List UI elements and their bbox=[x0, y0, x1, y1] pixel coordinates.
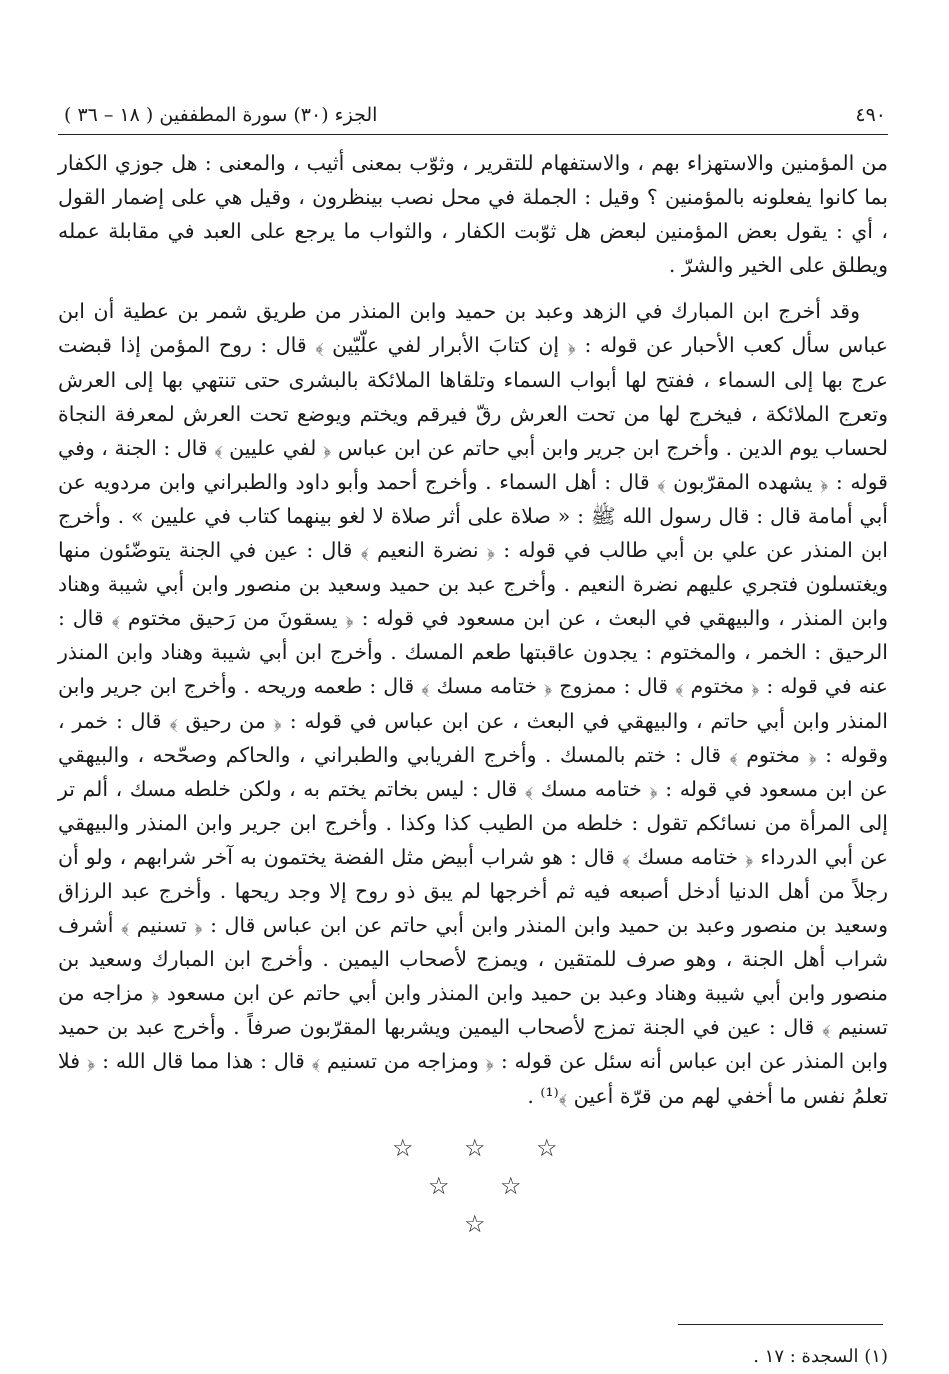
page-header bbox=[58, 96, 888, 135]
paragraph-gap bbox=[58, 282, 888, 294]
paragraph: وقد أخرج ابن المبارك في الزهد وعبد بن حميد وابن المنذر من طريق شمر بن عطية أن ابن عباس سأل كعب الأحبار عن قوله : ﴿ إن كتابَ الأبرار لفي علّيّين ﴾ قال : روح المؤمن إذا قبضت عرج بها إلى السماء ، ففتح لها أبواب السماء وتلقاها الملائكة بالبشرى حتى تنتهي بها إلى العرش وتعرج الملائكة ، فيخرج لها من تحت العرش رقّ فيرقم ويختم ويوضع تحت العرش لمعرفة النجاة لحساب يوم الدين . وأخرج ابن جرير وابن أبي حاتم عن ابن عباس ﴿ لفي عليين ﴾ قال : الجنة ، وفي قوله : ﴿ يشهده المقرّبون ﴾ قال : أهل السماء . وأخرج أحمد وأبو داود والطبراني وابن مردويه عن أبي أمامة قال : قال رسول الله ﷺ : « صلاة على أثر صلاة لا لغو بينهما كتاب في عليين » . وأخرج ابن المنذر عن علي بن أبي طالب في قوله : ﴿ نضرة النعيم ﴾ قال : عين في الجنة يتوضّئون منها ويغتسلون فتجري عليهم نضرة النعيم . وأخرج عبد بن حميد وسعيد بن منصور وابن أبي شيبة وهناد وابن المنذر ، والبيهقي في البعث ، عن ابن مسعود في قوله : ﴿ يسقونَ من رَحيق مختوم ﴾ قال : الرحيق : الخمر ، والمختوم : يجدون عاقبتها طعم المسك . وأخرج ابن أبي شيبة وهناد وابن المنذر عنه في قوله : ﴿ مختوم ﴾ قال : ممزوج ﴿ ختامه مسك ﴾ قال : طعمه وريحه . وأخرج ابن جرير وابن المنذر وابن أبي حاتم ، والبيهقي في البعث ، عن ابن عباس في قوله : ﴿ من رحيق ﴾ قال : خمر ، وقوله : ﴿ مختوم ﴾ قال : ختم بالمسك . وأخرج الفريابي والطبراني ، والحاكم وصحّحه ، والبيهقي عن ابن مسعود في قوله : ﴿ ختامه مسك ﴾ قال : ليس بخاتم يختم به ، ولكن خلطه مسك ، ألم تر إلى المرأة من نسائكم تقول : خلطه من الطيب كذا وكذا . وأخرج ابن جرير وابن المنذر والبيهقي عن أبي الدرداء ﴿ ختامه مسك ﴾ قال : هو شراب أبيض مثل الفضة يختمون به آخر شرابهم ، ولو أن رجلاً من أهل الدنيا أدخل أصبعه فيه ثم أخرجها لم يبق ذو روح إلا وجد ريحها . وأخرج عبد الرزاق وسعيد بن منصور وعبد بن حميد وابن المنذر وابن أبي حاتم عن ابن عباس قال : ﴿ تسنيم ﴾ أشرف شراب أهل الجنة ، وهو صرف للمتقين ، ويمزج لأصحاب اليمين . وأخرج ابن المبارك وسعيد بن منصور وابن أبي شيبة وهناد وعبد بن حميد وابن المنذر وابن أبي حاتم عن ابن مسعود ﴿ مزاجه من تسنيم ﴾ قال : عين في الجنة تمزج لأصحاب اليمين ويشربها المقرّبون صرفاً . وأخرج عبد بن حميد وابن المنذر عن ابن عباس أنه سئل عن قوله : ﴿ ومزاجه من تسنيم ﴾ قال : هذا مما قال الله : ﴿ فلا تعلمُ نفس ما أخفي لهم من قرّة أعين ﴾⁽¹⁾ . bbox=[58, 299, 888, 1108]
star-icon: ☆ bbox=[500, 1172, 522, 1200]
star-icon: ☆ bbox=[464, 1210, 486, 1238]
footnote: (١) السجدة : ١٧ . bbox=[753, 1346, 888, 1367]
star-icon: ☆ bbox=[428, 1172, 450, 1200]
book-page bbox=[58, 96, 888, 1367]
star-icon: ☆ bbox=[464, 1134, 486, 1162]
star-ornament bbox=[58, 1126, 888, 1236]
star-icon: ☆ bbox=[392, 1134, 414, 1162]
star-icon: ☆ bbox=[536, 1134, 558, 1162]
running-title: الجزء (٣٠) سورة المطففين ( ١٨ – ٣٦ ) bbox=[64, 104, 378, 126]
page-number: ٤٩٠ bbox=[855, 104, 886, 126]
footnote-divider bbox=[678, 1324, 883, 1325]
paragraph: من المؤمنين والاستهزاء بهم ، والاستفهام للتقرير ، وثوّب بمعنى أثيب ، والمعنى : هل جوزي الكفار بما كانوا يفعلونه بالمؤمنين ؟ وقيل : الجملة في محل نصب بينظرون ، وقيل هي على إضمار القول ، أي : يقول بعض المؤمنين لبعض هل ثوّبت الكفار ، والثواب ما يرجع على العبد في مقابلة عمله ويطلق على الخير والشرّ . bbox=[58, 151, 888, 278]
page-body bbox=[58, 146, 888, 1113]
